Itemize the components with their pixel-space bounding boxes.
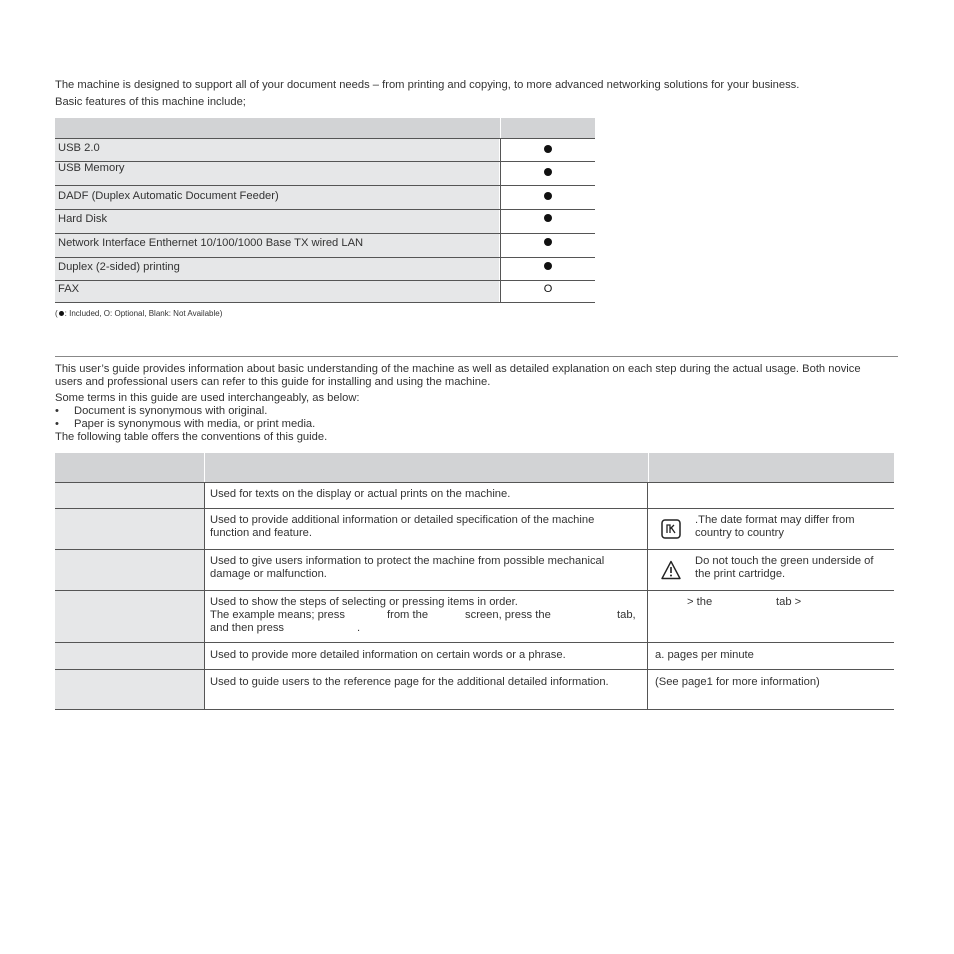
feature-mark xyxy=(500,162,595,185)
feature-name: DADF (Duplex Automatic Document Feeder) xyxy=(55,186,499,209)
feature-row xyxy=(55,186,595,210)
bullet-icon: • xyxy=(55,405,59,417)
convention-description-part: tab, xyxy=(617,609,636,621)
convention-example: .The date format may differ from xyxy=(695,514,855,526)
warning-icon xyxy=(661,560,681,580)
convention-example: country to country xyxy=(695,527,784,539)
features-table-header xyxy=(55,118,595,139)
guide-p3: The following table offers the conventions of this guide. xyxy=(55,431,328,443)
convention-description: Used to guide users to the reference page for the additional detailed information. xyxy=(210,676,609,688)
feature-row xyxy=(55,258,595,281)
intro-line-1: The machine is designed to support all of your document needs – from printing and copying, to more advanced networking solutions for your business. xyxy=(55,79,800,91)
feature-name: Duplex (2-sided) printing xyxy=(55,258,499,280)
conventions-table-header xyxy=(55,453,894,483)
note-icon xyxy=(661,519,681,539)
conventions-table xyxy=(55,453,894,710)
feature-mark xyxy=(500,281,595,302)
convention-example: Do not touch the green underside of xyxy=(695,555,874,567)
convention-row xyxy=(55,550,894,591)
convention-description-part: and then press xyxy=(210,622,285,634)
intro-line-2: Basic features of this machine include; xyxy=(55,96,246,108)
feature-mark xyxy=(500,186,595,209)
convention-example: (See page1 for more information) xyxy=(655,676,820,688)
convention-example: the print cartridge. xyxy=(695,568,786,580)
feature-row xyxy=(55,281,595,303)
convention-row xyxy=(55,643,894,670)
features-legend xyxy=(55,309,222,318)
convention-description-part: from the xyxy=(387,609,429,621)
convention-description: Used to provide more detailed information on certain words or a phrase. xyxy=(210,649,566,661)
convention-description: damage or malfunction. xyxy=(210,568,327,580)
convention-description: Used to give users information to protect the machine from possible mechanical xyxy=(210,555,605,567)
feature-mark xyxy=(500,139,595,161)
legend-text: : Included, O: Optional, Blank: Not Available) xyxy=(64,309,223,318)
convention-description-part: screen, press the xyxy=(465,609,551,621)
feature-name: USB 2.0 xyxy=(55,139,499,161)
features-table xyxy=(55,118,595,303)
guide-p1-line-1: This user’s guide provides information about basic understanding of the machine as well as detailed explanation on each step during the actual usage. Both novice xyxy=(55,363,861,375)
included-dot-icon xyxy=(544,168,552,176)
convention-row xyxy=(55,670,894,710)
legend-open: ( xyxy=(55,309,58,318)
feature-name: Hard Disk xyxy=(55,210,499,233)
convention-example-part: > the xyxy=(687,596,713,608)
feature-mark xyxy=(500,258,595,280)
optional-mark: O xyxy=(543,283,553,295)
feature-mark xyxy=(500,234,595,257)
bullet-item: Document is synonymous with original. xyxy=(74,405,268,417)
convention-row xyxy=(55,483,894,509)
feature-mark xyxy=(500,210,595,233)
included-dot-icon xyxy=(544,214,552,222)
convention-description: function and feature. xyxy=(210,527,313,539)
feature-row xyxy=(55,234,595,258)
feature-row xyxy=(55,139,595,162)
convention-description-part: The example means; press xyxy=(210,609,345,621)
convention-description-part: . xyxy=(357,622,361,634)
bullet-item: Paper is synonymous with media, or print media. xyxy=(74,418,316,430)
guide-p1-line-2: users and professional users can refer to this guide for installing and using the machine. xyxy=(55,376,491,388)
included-dot-icon xyxy=(544,238,552,246)
feature-name: USB Memory xyxy=(55,162,499,185)
convention-row xyxy=(55,591,894,643)
included-dot-icon xyxy=(544,145,552,153)
guide-p2: Some terms in this guide are used interchangeably, as below: xyxy=(55,392,360,404)
included-dot-icon xyxy=(59,311,64,316)
convention-example-part: tab > xyxy=(776,596,802,608)
convention-description: Used for texts on the display or actual prints on the machine. xyxy=(210,488,511,500)
bullet-icon: • xyxy=(55,418,59,430)
feature-name: Network Interface Enthernet 10/100/1000 Base TX wired LAN xyxy=(55,234,499,257)
included-dot-icon xyxy=(544,262,552,270)
feature-name: FAX xyxy=(55,281,499,302)
convention-row xyxy=(55,509,894,550)
feature-row xyxy=(55,162,595,186)
convention-description: Used to provide additional information or detailed specification of the machine xyxy=(210,514,595,526)
feature-row xyxy=(55,210,595,234)
convention-description: Used to show the steps of selecting or pressing items in order. xyxy=(210,596,518,608)
convention-example: a. pages per minute xyxy=(655,649,754,661)
included-dot-icon xyxy=(544,192,552,200)
section-divider xyxy=(55,356,898,357)
